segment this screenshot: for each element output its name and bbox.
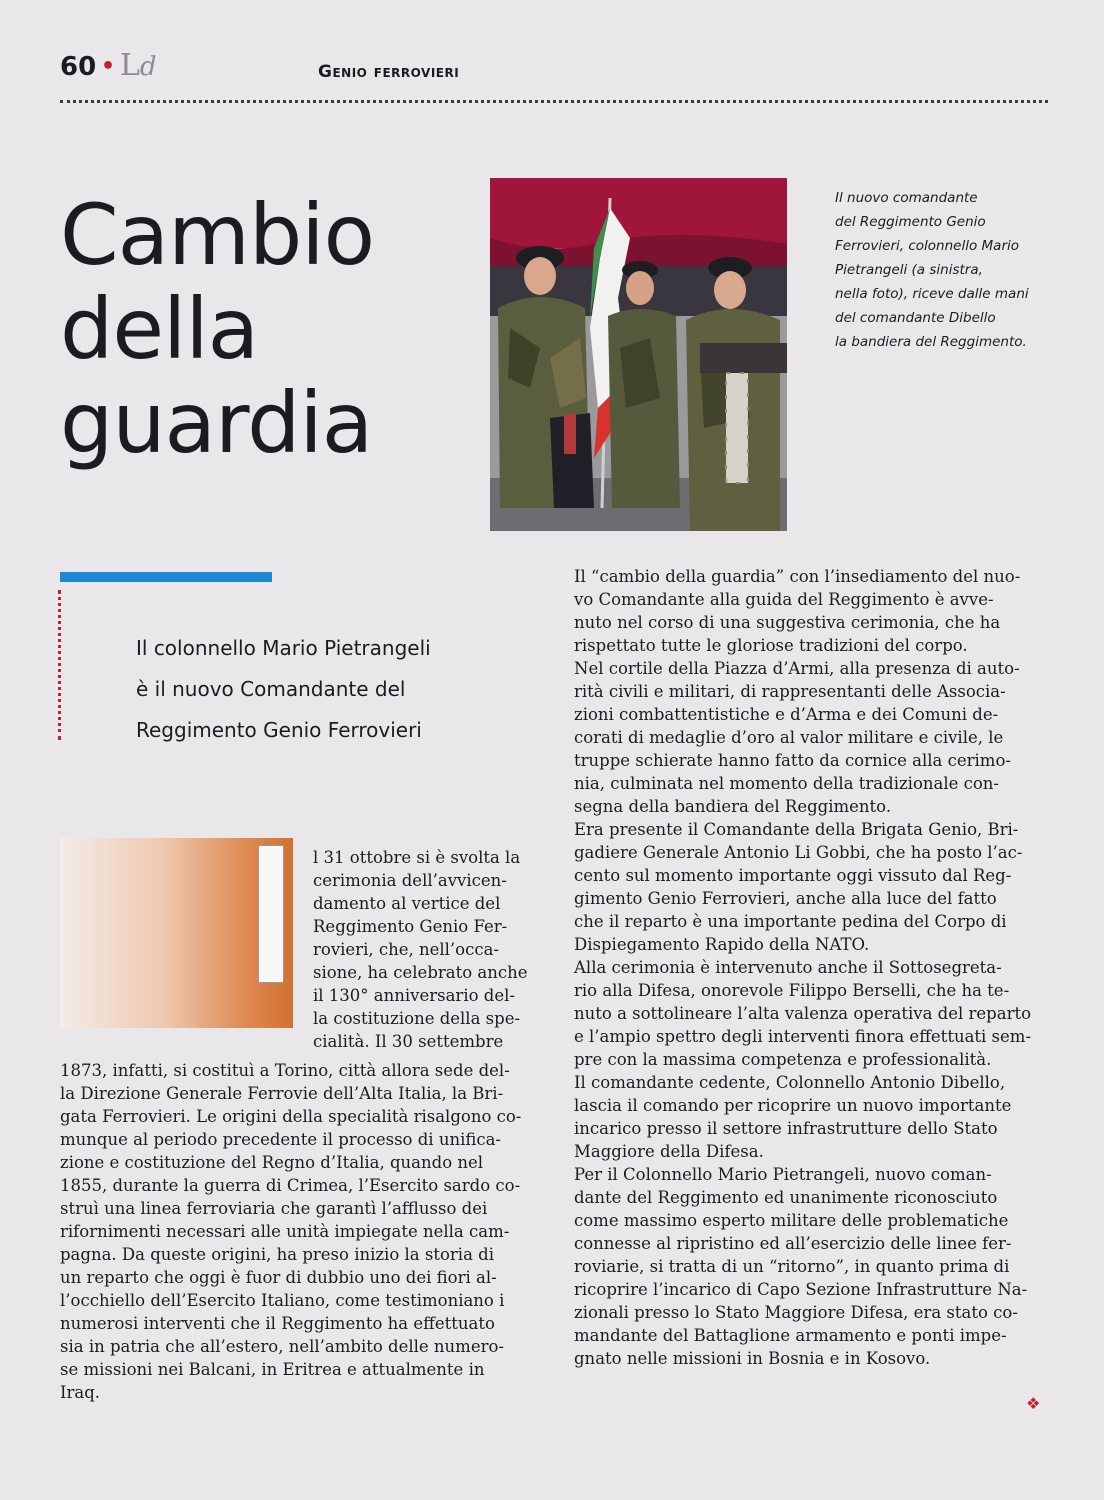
text-line: damento al vertice del [313, 894, 501, 913]
text-line: 1855, durante la guerra di Crimea, l’Esercito sardo co- [60, 1176, 521, 1195]
headline-line: guardia [60, 374, 373, 472]
text-line: pagna. Da queste origini, ha preso inizio la storia di [60, 1245, 494, 1264]
text-line: Il “cambio della guardia” con l’insediamento del nuo- [574, 567, 1021, 586]
text-line: cento sul momento importante oggi vissuto dal Reg- [574, 866, 1012, 885]
text-line: vo Comandante alla guida del Reggimento è avve- [574, 590, 994, 609]
caption-line: del comandante Dibello [835, 310, 996, 326]
text-line: rità civili e militari, di rappresentanti delle Associa- [574, 682, 1006, 701]
end-of-article-icon: ❖ [1026, 1394, 1041, 1413]
text-line: rifornimenti necessari alle unità impiegate nella cam- [60, 1222, 510, 1241]
text-line: connesse al ripristino ed all’esercizio delle linee fer- [574, 1234, 1012, 1253]
body-text-intro [313, 846, 528, 1053]
text-line: sione, ha celebrato anche [313, 963, 528, 982]
text-line: ricoprire l’incarico di Capo Sezione Infrastrutture Na- [574, 1280, 1028, 1299]
text-line: gata Ferrovieri. Le origini della specialità risalgono co- [60, 1107, 522, 1126]
text-line: nia, culminata nel momento della tradizionale con- [574, 774, 1000, 793]
text-line: Per il Colonnello Mario Pietrangeli, nuovo coman- [574, 1165, 992, 1184]
section-title: Genio ferrovieri [318, 62, 460, 82]
text-line: Reggimento Genio Fer- [313, 917, 508, 936]
text-line: rio alla Difesa, onorevole Filippo Berselli, che ha te- [574, 981, 1010, 1000]
header-separator: • [101, 54, 116, 79]
text-line: munque al periodo precedente il processo di unifica- [60, 1130, 502, 1149]
logo-main: L [120, 48, 140, 83]
magazine-logo [120, 48, 157, 83]
caption-line: Pietrangeli (a sinistra, [835, 262, 983, 278]
text-line: zioni combattentistiche e d’Arma e dei Comuni de- [574, 705, 999, 724]
text-line: gimento Genio Ferrovieri, anche alla luce del fatto [574, 889, 997, 908]
text-line: Il comandante cedente, Colonnello Antonio Dibello, [574, 1073, 1006, 1092]
text-line: e l’ampio spettro degli interventi finora effettuati sem- [574, 1027, 1032, 1046]
text-line: cerimonia dell’avvicen- [313, 871, 507, 890]
subheading-line: è il nuovo Comandante del [136, 677, 406, 701]
header-dotted-rule [60, 100, 1048, 103]
logo-sub: d [139, 52, 157, 82]
text-line: pre con la massima competenza e professionalità. [574, 1050, 992, 1069]
text-line: 1873, infatti, si costituì a Torino, città allora sede del- [60, 1061, 510, 1080]
caption-line: nella foto), riceve dalle mani [835, 286, 1029, 302]
article-subheading [136, 628, 431, 751]
vertical-dotted-rule [58, 590, 61, 740]
text-line: rovieri, che, nell’occa- [313, 940, 499, 959]
photo-illustration [490, 178, 787, 531]
text-line: roviarie, si tratta di un “ritorno”, in quanto prima di [574, 1257, 1010, 1276]
text-line: l 31 ottobre si è svolta la [313, 848, 521, 867]
caption-line: Ferrovieri, colonnello Mario [835, 238, 1020, 254]
text-line: nuto a sottolineare l’alta valenza operativa del reparto [574, 1004, 1032, 1023]
text-line: la Direzione Generale Ferrovie dell’Alta Italia, la Bri- [60, 1084, 504, 1103]
page-number: 60 [60, 52, 97, 82]
body-text-left [60, 1059, 521, 1404]
text-line: lascia il comando per ricoprire un nuovo importante [574, 1096, 1012, 1115]
text-line: zione e costituzione del Regno d’Italia, quando nel [60, 1153, 484, 1172]
text-line: sia in patria che all’estero, nell’ambito delle numero- [60, 1337, 504, 1356]
subheading-line: Reggimento Genio Ferrovieri [136, 718, 422, 742]
headline-line: Cambio [60, 186, 375, 284]
accent-bar [60, 572, 272, 582]
text-line: Maggiore della Difesa. [574, 1142, 764, 1161]
caption-line: del Reggimento Genio [835, 214, 986, 230]
text-line: Era presente il Comandante della Brigata Genio, Bri- [574, 820, 1019, 839]
text-line: cialità. Il 30 settembre [313, 1032, 504, 1051]
text-line: la costituzione della spe- [313, 1009, 521, 1028]
subheading-line: Il colonnello Mario Pietrangeli [136, 636, 431, 660]
text-line: mandante del Battaglione armamento e ponti impe- [574, 1326, 1007, 1345]
text-line: gnato nelle missioni in Bosnia e in Kosovo. [574, 1349, 931, 1368]
text-line: Nel cortile della Piazza d’Armi, alla presenza di auto- [574, 659, 1020, 678]
text-line: l’occhiello dell’Esercito Italiano, come testimoniano i [60, 1291, 505, 1310]
text-line: il 130° anniversario del- [313, 986, 515, 1005]
photo-caption [835, 186, 1050, 354]
ceremony-photo [490, 178, 787, 531]
text-line: Dispiegamento Rapido della NATO. [574, 935, 870, 954]
text-line: Alla cerimonia è intervenuto anche il Sottosegreta- [574, 958, 1002, 977]
drop-cap-letter [258, 845, 284, 983]
text-line: corati di medaglie d’oro al valor militare e civile, le [574, 728, 1004, 747]
text-line: un reparto che oggi è fuor di dubbio uno dei fiori al- [60, 1268, 497, 1287]
text-line: struì una linea ferroviaria che garantì l’afflusso dei [60, 1199, 488, 1218]
article-headline [60, 188, 460, 470]
text-line: incarico presso il settore infrastrutture dello Stato [574, 1119, 998, 1138]
body-text-right [574, 565, 1031, 1370]
text-line: gadiere Generale Antonio Li Gobbi, che ha posto l’ac- [574, 843, 1023, 862]
text-line: segna della bandiera del Reggimento. [574, 797, 892, 816]
text-line: truppe schierate hanno fatto da cornice alla cerimo- [574, 751, 1011, 770]
text-line: numerosi interventi che il Reggimento ha effettuato [60, 1314, 495, 1333]
text-line: Iraq. [60, 1383, 101, 1402]
text-line: rispettato tutte le gloriose tradizioni del corpo. [574, 636, 968, 655]
headline-line: della [60, 280, 259, 378]
caption-line: la bandiera del Reggimento. [835, 334, 1027, 350]
text-line: dante del Reggimento ed unanimente riconosciuto [574, 1188, 998, 1207]
text-line: nuto nel corso di una suggestiva cerimonia, che ha [574, 613, 1001, 632]
caption-line: Il nuovo comandante [835, 190, 978, 206]
text-line: se missioni nei Balcani, in Eritrea e attualmente in [60, 1360, 485, 1379]
text-line: zionali presso lo Stato Maggiore Difesa, era stato co- [574, 1303, 1018, 1322]
text-line: che il reparto è una importante pedina del Corpo di [574, 912, 1007, 931]
text-line: come massimo esperto militare delle problematiche [574, 1211, 1009, 1230]
